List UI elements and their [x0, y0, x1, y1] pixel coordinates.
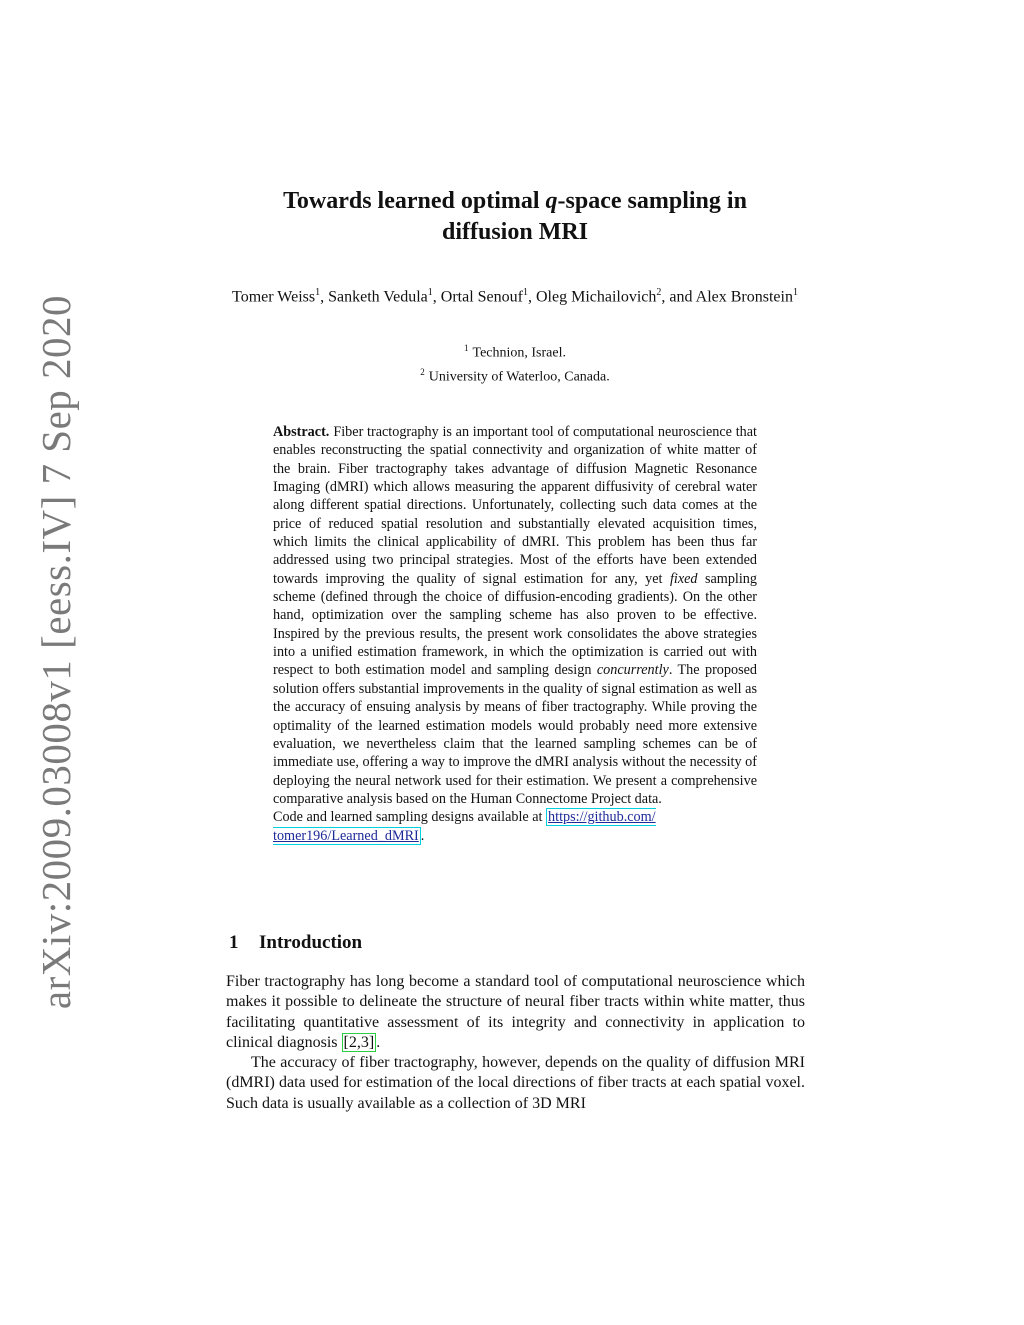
abstract: [273, 423, 757, 845]
intro-paragraph: [226, 972, 805, 1053]
intro-p1-text: Fiber tractography has long become a standard tool of computational neuroscience which makes it possible to delineate the structure of neural fiber tracts within white matter, thus facilitating quantitative assessment of its integrity and connectivity in application to clinical diagnosis: [226, 973, 805, 1051]
section-title: Introduction: [259, 932, 363, 953]
abstract-part2: sampling scheme (defined through the choice of diffusion-encoding gradients). On the other hand, optimization over the sampling scheme has also proven to be effective. Inspired by the previous results, the present work consolidates the above strategies into a unified estimation framework, in which the optimization is carried out with respect to both estimation model and sampling design: [273, 570, 757, 679]
abstract-part1: Fiber tractography is an important tool of computational neuroscience that enables reconstructing the spatial connectivity and organization of white matter of the brain. Fiber tractography takes advantage of diffusion Magnetic Resonance Imaging (dMRI) which allows measuring the apparent diffusivity of cerebral water along different spatial directions. Unfortunately, collecting such data comes at the price of reduced spatial resolution and substantially elevated acquisition times, which limits the clinical applicability of dMRI. This problem has been thus far addressed using two principal strategies. Most of the efforts have been extended towards improving the quality of signal estimation for any, yet: [273, 424, 757, 587]
abstract-italic-fixed: fixed: [669, 570, 698, 587]
abstract-part3: . The proposed solution offers substantial improvements in the quality of signal estimation as well as the accuracy of ensuing analysis by means of fiber tractography. While proving the optimality of the learned estimation models would probably need more extensive evaluation, we nevertheless claim that the learned sampling schemes can be of immediate use, offering a way to improve the dMRI analysis without the necessity of deploying the neural network used for their estimation. We present a comprehensive comparative analysis based on the Human Connectome Project data.: [273, 662, 757, 807]
github-link-line1: https://github.com/: [548, 809, 656, 826]
author-affiliation-mark: 1: [315, 287, 321, 298]
abstract-body: [273, 423, 757, 808]
affiliations: [300, 339, 730, 386]
github-link-line2: tomer196/Learned_dMRI: [273, 827, 419, 844]
abstract-label: Abstract.: [273, 424, 330, 440]
affiliation-number: 1: [464, 343, 469, 353]
title-line2: diffusion MRI: [441, 219, 589, 245]
author: Ortal Senouf: [440, 288, 523, 306]
author: Alex Bronstein: [695, 288, 793, 306]
author-affiliation-mark: 1: [427, 287, 433, 298]
affiliation-number: 2: [420, 366, 425, 377]
abstract-code-line: [273, 808, 757, 845]
section-heading-introduction: [229, 932, 362, 954]
abstract-italic-concurrently: concurrently: [596, 662, 669, 679]
introduction-body: [226, 972, 805, 1114]
affiliation-text: Technion, Israel.: [472, 345, 566, 361]
section-number: 1: [229, 932, 239, 953]
author: Sanketh Vedula: [328, 288, 428, 306]
affiliation-text: University of Waterloo, Canada.: [428, 369, 610, 385]
affiliation: [300, 339, 730, 363]
author-list: Tomer Weiss$^1$, Sanketh Vedula$^1$, Ortal Senouf$^1$, Oleg Michailovich$^2$, and Alex Bronstein$^1$: [232, 287, 798, 306]
title-q: q: [545, 188, 558, 214]
title-line1-prefix: Towards learned optimal: [283, 188, 546, 214]
intro-p1-end: .: [376, 1033, 381, 1051]
author: Oleg Michailovich: [535, 288, 657, 306]
code-availability-text: Code and learned sampling designs available at: [273, 809, 547, 826]
intro-paragraph: The accuracy of fiber tractography, however, depends on the quality of diffusion MRI (dMRI) data used for estimation of the local directions of fiber tracts at each spatial voxel. Such data is usually available as a collection of 3D MRI: [226, 1054, 805, 1112]
citation-link[interactable]: [2,3]: [343, 1033, 375, 1051]
author-affiliation-mark: 2: [656, 287, 662, 298]
author-affiliation-mark: 1: [792, 287, 798, 298]
author-conjunction: and: [669, 288, 693, 306]
arxiv-identifier: arXiv:2009.03008v1 [eess.IV] 7 Sep 2020: [33, 294, 79, 1010]
paper-title: [240, 186, 790, 248]
code-line-end: .: [420, 827, 425, 844]
title-line1-suffix: -space sampling in: [557, 188, 747, 214]
author-affiliation-mark: 1: [522, 287, 528, 298]
author: Tomer Weiss: [232, 288, 316, 306]
affiliation: [300, 363, 730, 387]
